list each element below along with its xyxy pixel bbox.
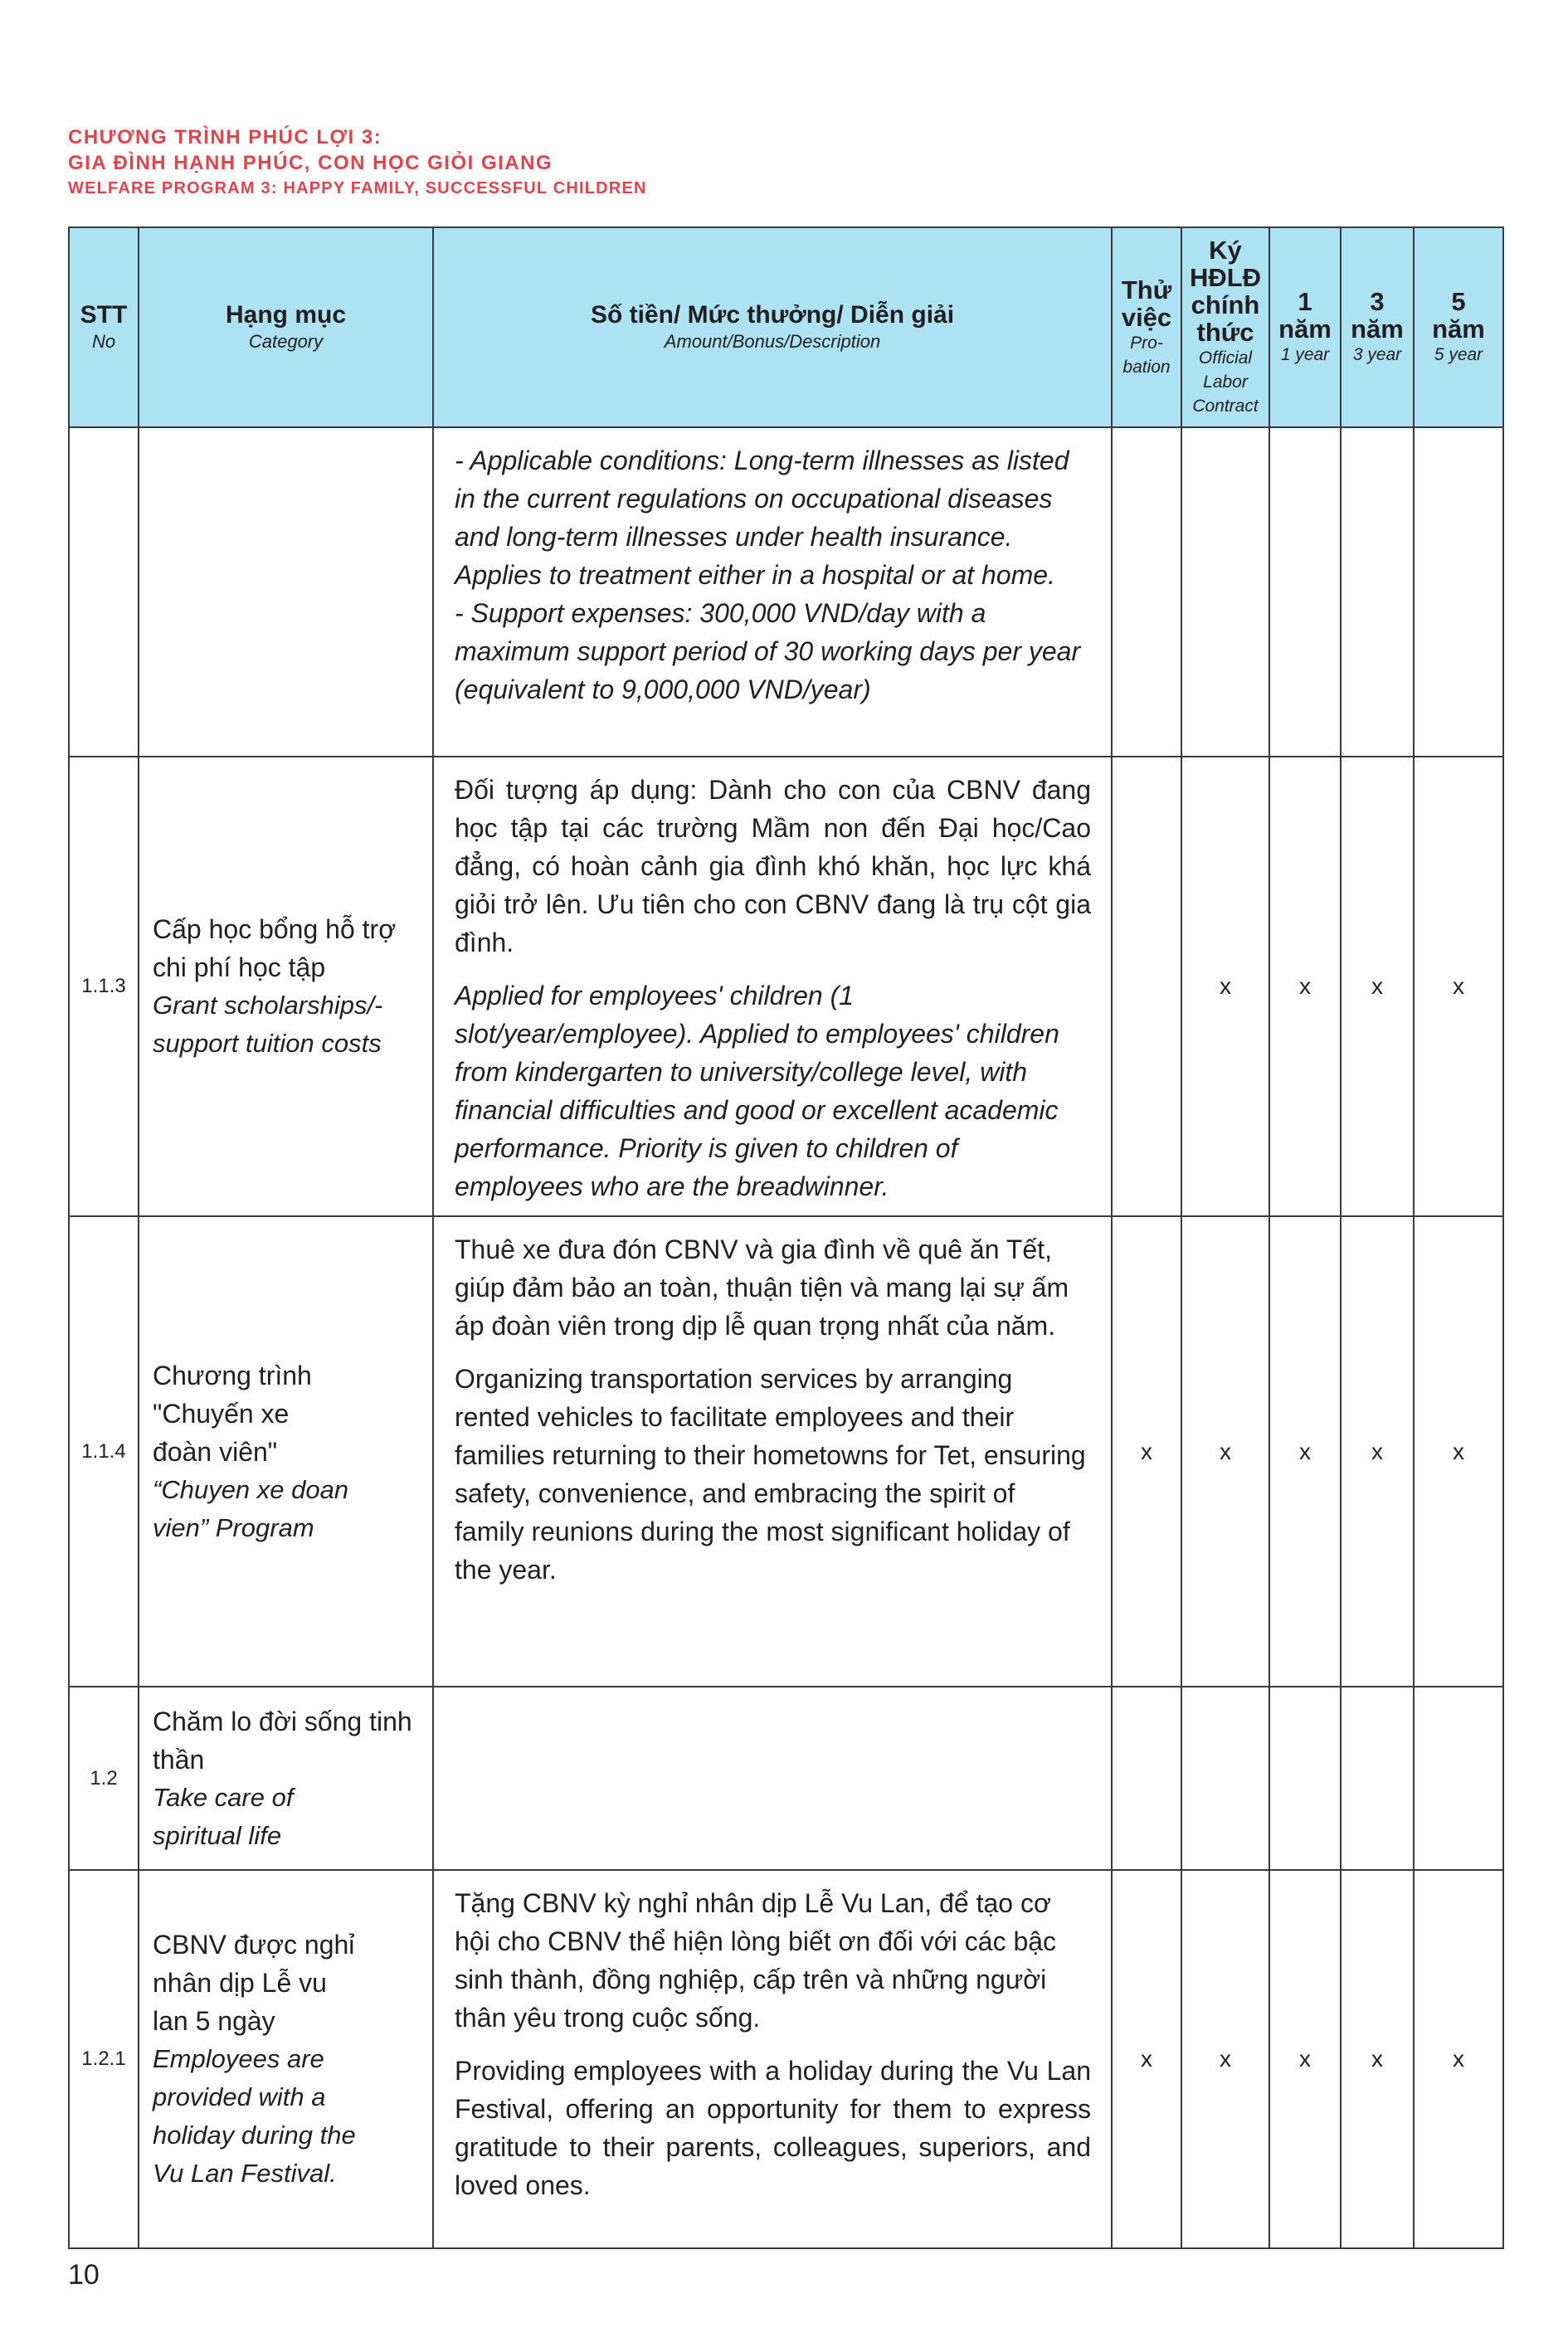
desc-en-expenses: - Support expenses: 300,000 VND/day with a maximum support period of 30 working days per year (equivalent to 9,000,000 VND/year) [455, 598, 1081, 704]
mark-1-year [1269, 427, 1341, 757]
table-header-row [69, 227, 1503, 427]
desc-en: Providing employees with a holiday during the Vu Lan Festival, offering an opportunity for them to express gratitude to their parents, colleagues, superiors, and loved ones. [455, 2056, 1091, 2200]
mark-official: x [1181, 757, 1269, 1216]
row-number: 1.2.1 [69, 1870, 139, 2248]
category-vi: Chương trình "Chuyến xe đoàn viên" [153, 1360, 312, 1467]
mark-5-year: x [1414, 757, 1503, 1216]
row-category [139, 1687, 433, 1870]
category-en: Take care of spiritual life [153, 1782, 294, 1850]
desc-en: Organizing transportation services by arranging rented vehicles to facilitate employees and their families returning to their hometowns for Tet, ensuring safety, convenience, and embracing the spirit of family reunions during the most significant holiday of the year. [455, 1364, 1086, 1585]
desc-vi: Tặng CBNV kỳ nghỉ nhân dịp Lễ Vu Lan, để tạo cơ hội cho CBNV thể hiện lòng biết ơn đối với các bậc sinh thành, đồng nghiệp, cấp trên và những người thân yêu trong cuộc sống. [455, 1888, 1057, 2033]
row-number [69, 427, 139, 757]
col-header-stt: STT No [69, 227, 139, 427]
row-category [139, 757, 433, 1216]
col-header-probation: Thử việc Pro- bation [1112, 227, 1181, 427]
col-header-description: Số tiền/ Mức thưởng/ Diễn giải Amount/Bonus/Description [433, 227, 1112, 427]
row-description [433, 757, 1112, 1216]
col-header-1-year: 1 năm 1 year [1269, 227, 1341, 427]
mark-5-year: x [1414, 1870, 1503, 2248]
row-description [433, 427, 1112, 757]
desc-vi: Đối tượng áp dụng: Dành cho con của CBNV đang học tập tại các trường Mầm non đến Đại học/Cao đẳng, có hoàn cảnh gia đình khó khăn, học lực khá giỏi trở lên. Ưu tiên cho con CBNV đang là trụ cột gia đình. [455, 775, 1091, 957]
title-vi-line-1: CHƯƠNG TRÌNH PHÚC LỢI 3: [68, 126, 382, 149]
table-row [69, 757, 1503, 1216]
mark-official: x [1181, 1870, 1269, 2248]
mark-official [1181, 427, 1269, 757]
row-number: 1.1.3 [69, 757, 139, 1216]
mark-1-year [1269, 1687, 1341, 1870]
mark-1-year: x [1269, 757, 1341, 1216]
row-description [433, 1870, 1112, 2248]
mark-3-year [1341, 427, 1414, 757]
mark-5-year: x [1414, 1216, 1503, 1687]
mark-1-year: x [1269, 1216, 1341, 1687]
title-vi-line-2: GIA ĐÌNH HẠNH PHÚC, CON HỌC GIỎI GIANG [68, 152, 553, 174]
category-en: Employees are provided with a holiday during the Vu Lan Festival. [153, 2044, 356, 2188]
category-vi: Cấp học bổng hỗ trợ chi phí học tập [153, 914, 397, 982]
table-row [69, 427, 1503, 757]
mark-probation: x [1112, 1216, 1181, 1687]
col-header-category: Hạng mục Category [139, 227, 433, 427]
table-row [69, 1216, 1503, 1687]
row-description [433, 1216, 1112, 1687]
desc-vi: Thuê xe đưa đón CBNV và gia đình về quê ăn Tết, giúp đảm bảo an toàn, thuận tiện và mang lại sự ấm áp đoàn viên trong dịp lễ quan trọng nhất của năm. [455, 1234, 1069, 1341]
program-title [68, 124, 647, 201]
page-number: 10 [68, 2259, 100, 2291]
row-number: 1.2 [69, 1687, 139, 1870]
welfare-table [68, 226, 1504, 2249]
mark-5-year [1414, 1687, 1503, 1870]
category-en: Grant scholarships/- support tuition costs [153, 991, 383, 1058]
mark-1-year: x [1269, 1870, 1341, 2248]
row-description [433, 1687, 1112, 1870]
category-en: “Chuyen xe doan vien” Program [153, 1474, 349, 1542]
mark-5-year [1414, 427, 1503, 757]
mark-official [1181, 1687, 1269, 1870]
mark-probation [1112, 427, 1181, 757]
desc-en: Applied for employees' children (1 slot/year/employee). Applied to employees' children from kindergarten to university/college level, with financial difficulties and good or excellent academic performance. Priority is given to children of employees who are the breadwinner. [455, 981, 1059, 1201]
table-row [69, 1687, 1503, 1870]
mark-probation [1112, 1687, 1181, 1870]
title-en: WELFARE PROGRAM 3: HAPPY FAMILY, SUCCESSFUL CHILDREN [68, 179, 647, 197]
mark-3-year [1341, 1687, 1414, 1870]
row-number: 1.1.4 [69, 1216, 139, 1687]
mark-3-year: x [1341, 757, 1414, 1216]
desc-en-conditions: - Applicable conditions: Long-term illnesses as listed in the current regulations on occupational diseases and long-term illnesses under health insurance. Applies to treatment either in a hospital or at home. [455, 446, 1069, 590]
category-vi: Chăm lo đời sống tinh thần [153, 1706, 412, 1775]
col-header-3-year: 3 năm 3 year [1341, 227, 1414, 427]
table-row [69, 1870, 1503, 2248]
mark-3-year: x [1341, 1870, 1414, 2248]
mark-probation: x [1112, 1870, 1181, 2248]
col-header-official-contract: Ký HĐLĐ chính thức Official Labor Contract [1181, 227, 1269, 427]
category-vi: CBNV được nghỉ nhân dịp Lễ vu lan 5 ngày [153, 1930, 355, 2036]
mark-3-year: x [1341, 1216, 1414, 1687]
mark-probation [1112, 757, 1181, 1216]
col-header-5-year: 5 năm 5 year [1414, 227, 1503, 427]
row-category [139, 427, 433, 757]
row-category [139, 1216, 433, 1687]
mark-official: x [1181, 1216, 1269, 1687]
row-category [139, 1870, 433, 2248]
